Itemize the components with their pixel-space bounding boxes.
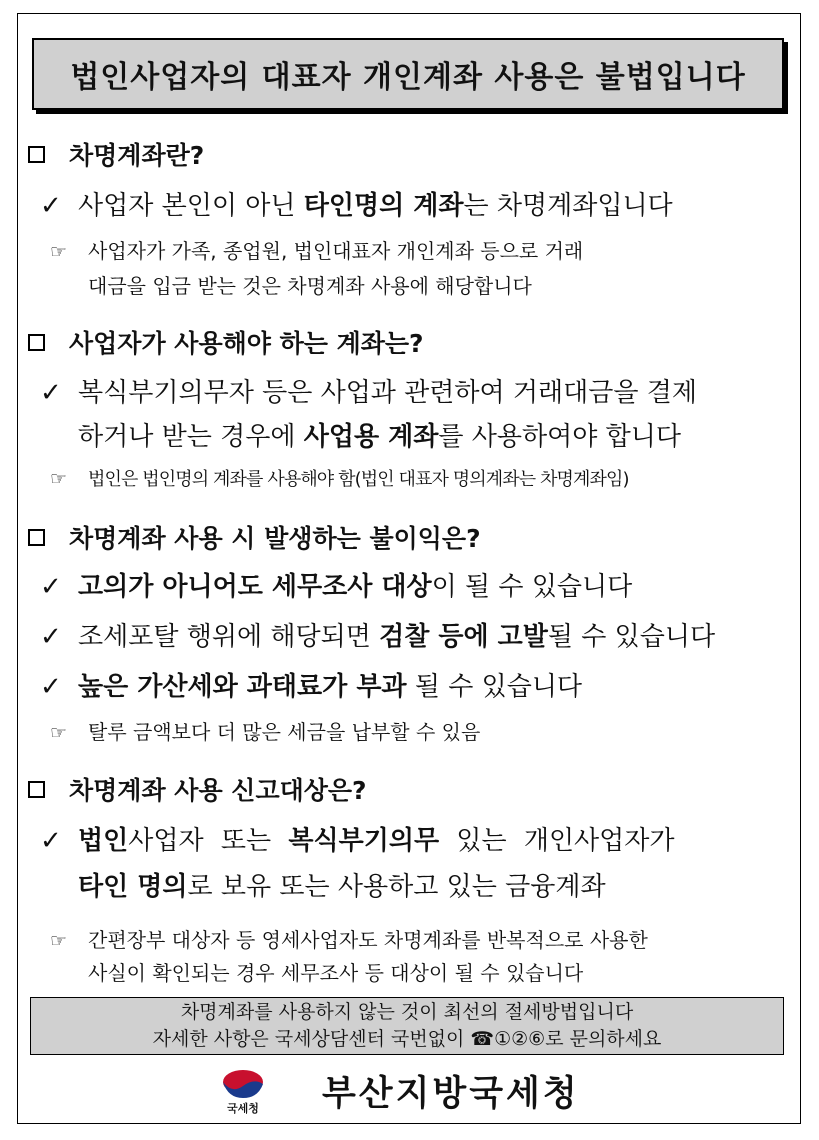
check-icon: ✓ — [40, 622, 62, 652]
square-bullet-icon — [28, 146, 45, 163]
section-4-note-line-2: 사실이 확인되는 경우 세무조사 등 대상이 될 수 있습니다 — [88, 961, 584, 985]
section-2-check-1-line-2: 하거나 받는 경우에 사업용 계좌를 사용하여야 합니다 — [78, 422, 681, 452]
section-4-check-1-line-2: 타인 명의로 보유 또는 사용하고 있는 금융계좌 — [78, 872, 606, 902]
footer-line-2: 자세한 사항은 국세상담센터 국번없이 ☎①②⑥로 문의하세요 — [152, 1028, 662, 1050]
section-2-heading: 사업자가 사용해야 하는 계좌는? — [28, 324, 424, 360]
section-3-check-2: ✓ 조세포탈 행위에 해당되면 검찰 등에 고발될 수 있습니다 — [40, 622, 716, 652]
section-2-note: ☞ 법인은 법인명의 계좌를 사용해야 함(법인 대표자 명의계좌는 차명계좌임) — [50, 468, 629, 490]
organization-name: 부산지방국세청 — [322, 1074, 580, 1114]
pointing-hand-icon: ☞ — [50, 468, 67, 490]
section-4-heading: 차명계좌 사용 신고대상은? — [28, 771, 367, 807]
section-4-note: ☞ 간편장부 대상자 등 영세사업자도 차명계좌를 반복적으로 사용한 — [50, 928, 648, 952]
page-title: 법인사업자의 대표자 개인계좌 사용은 불법입니다 — [70, 60, 746, 95]
pointing-hand-icon: ☞ — [50, 722, 68, 744]
section-3-check-1: ✓ 고의가 아니어도 세무조사 대상이 될 수 있습니다 — [40, 572, 633, 602]
section-3-heading: 차명계좌 사용 시 발생하는 불이익은? — [28, 519, 481, 555]
square-bullet-icon — [28, 781, 45, 798]
footer-message-box — [30, 997, 784, 1055]
square-bullet-icon — [28, 529, 45, 546]
section-4-check-1: ✓ 법인사업자 또는 복식부기의무 있는 개인사업자가 — [40, 826, 675, 856]
check-icon: ✓ — [40, 572, 62, 602]
check-icon: ✓ — [40, 672, 62, 702]
pointing-hand-icon: ☞ — [50, 930, 68, 952]
square-bullet-icon — [28, 334, 45, 351]
section-1-check-1: ✓ 사업자 본인이 아닌 타인명의 계좌는 차명계좌입니다 — [40, 191, 673, 221]
check-icon: ✓ — [40, 826, 62, 856]
check-icon: ✓ — [40, 191, 62, 221]
section-1-note: ☞ 사업자가 가족, 종업원, 법인대표자 개인계좌 등으로 거래 — [50, 239, 584, 263]
section-3-note: ☞ 탈루 금액보다 더 많은 세금을 납부할 수 있음 — [50, 720, 481, 744]
pointing-hand-icon: ☞ — [50, 241, 68, 263]
section-1-heading: 차명계좌란? — [28, 136, 204, 172]
section-3-check-3: ✓ 높은 가산세와 과태료가 부과 될 수 있습니다 — [40, 672, 583, 702]
section-2-check-1: ✓ 복식부기의무자 등은 사업과 관련하여 거래대금을 결제 — [40, 378, 697, 408]
section-1-note-line-2: 대금을 입금 받는 것은 차명계좌 사용에 해당합니다 — [88, 274, 532, 298]
footer-line-1: 차명계좌를 사용하지 않는 것이 최선의 절세방법입니다 — [180, 1001, 634, 1023]
logo-label: 국세청 — [227, 1102, 259, 1115]
check-icon: ✓ — [40, 378, 62, 408]
title-banner — [32, 38, 784, 110]
